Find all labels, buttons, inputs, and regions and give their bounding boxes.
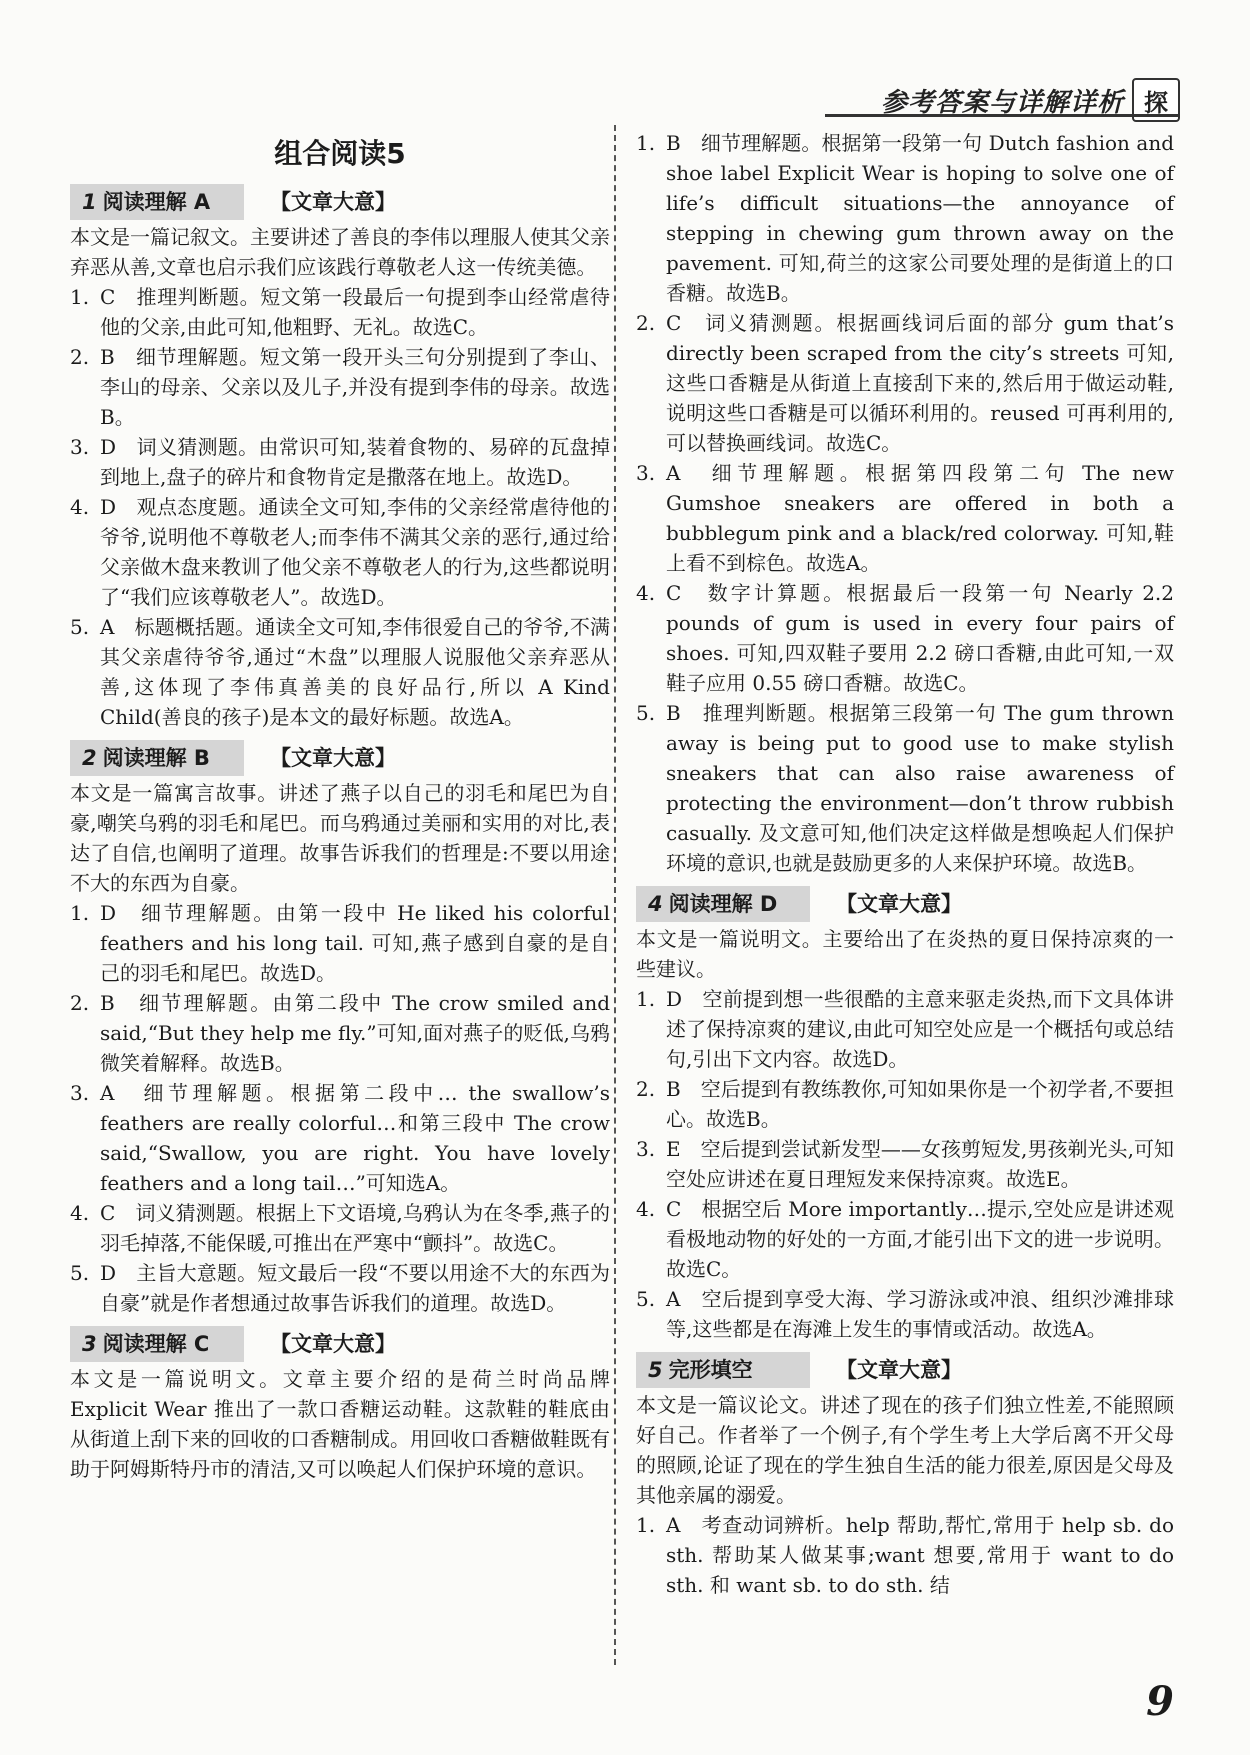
answer-number: 1. bbox=[636, 987, 656, 1011]
section-number: 1 bbox=[82, 190, 97, 214]
answer-text: D 词义猜测题。由常识可知,装着食物的、易碎的瓦盘掉到地上,盘子的碎片和食物肯定是撒落在地上。故选D。 bbox=[100, 435, 610, 489]
answer-text: B 细节理解题。短文第一段开头三句分别提到了李山、李山的母亲、父亲以及儿子,并没有提到李伟的母亲。故选B。 bbox=[100, 345, 610, 429]
section-name: 阅读理解 D bbox=[668, 892, 778, 916]
answer-item bbox=[70, 342, 610, 432]
header-rule bbox=[825, 114, 1180, 117]
page-title: 组合阅读5 bbox=[274, 137, 406, 170]
answer-text: B 细节理解题。由第二段中 The crow smiled and said,“But they help me fly.”可知,面对燕子的贬低,乌鸦微笑着解释。故选B。 bbox=[100, 991, 610, 1075]
answer-text: C 推理判断题。短文第一段最后一句提到李山经常虐待他的父亲,由此可知,他粗野、无礼。故选C。 bbox=[100, 285, 610, 339]
answer-number: 1. bbox=[70, 285, 90, 309]
answer-number: 3. bbox=[70, 1081, 90, 1105]
answer-list-b bbox=[70, 898, 610, 1318]
answer-text: A 标题概括题。通读全文可知,李伟很爱自己的爷爷,不满其父亲虐待爷爷,通过“木盘”以理服人说服他父亲弃恶从善,这体现了李伟真善美的良好品行,所以 A Kind Child(善良的孩子)是本文的最好标题。故选A。 bbox=[100, 615, 610, 729]
answer-text: D 观点态度题。通读全文可知,李伟的父亲经常虐待他的爷爷,说明他不尊敬老人;而李伟不满其父亲的恶行,通过给父亲做木盘来教训了他父亲不尊敬老人的行为,这些都说明了“我们应该尊敬老人”。故选D。 bbox=[100, 495, 610, 609]
answer-text: A 细节理解题。根据第二段中… the swallow’s feathers are really colorful…和第三段中 The crow said,“Swallow, you are right. You have lovely feathers and a long tail…”可知选A。 bbox=[100, 1081, 610, 1195]
answer-number: 4. bbox=[636, 1197, 656, 1221]
section-badge bbox=[70, 740, 244, 776]
answer-list-c bbox=[636, 128, 1174, 878]
answer-item bbox=[70, 988, 610, 1078]
answer-text: D 主旨大意题。短文最后一段“不要以用途不大的东西为自豪”就是作者想通过故事告诉我们的道理。故选D。 bbox=[100, 1261, 610, 1315]
section-number: 2 bbox=[82, 746, 97, 770]
section-badge bbox=[70, 1326, 244, 1362]
answer-item bbox=[70, 898, 610, 988]
section-header-cloze bbox=[636, 1352, 1174, 1388]
answer-number: 4. bbox=[70, 1201, 90, 1225]
section-header-reading-c bbox=[70, 1326, 610, 1362]
answer-item bbox=[70, 1078, 610, 1198]
answer-number: 4. bbox=[70, 495, 90, 519]
gist-text: 本文是一篇说明文。主要给出了在炎热的夏日保持凉爽的一些建议。 bbox=[636, 927, 1174, 981]
answer-number: 4. bbox=[636, 581, 656, 605]
section-name: 阅读理解 B bbox=[102, 746, 210, 770]
answer-number: 3. bbox=[70, 435, 90, 459]
right-column bbox=[636, 128, 1174, 1600]
answer-item bbox=[70, 1258, 610, 1318]
answer-text: A 空后提到享受大海、学习游泳或冲浪、组织沙滩排球等,这些都是在海滩上发生的事情或活动。故选A。 bbox=[666, 1287, 1174, 1341]
answer-item bbox=[636, 1134, 1174, 1194]
section-badge bbox=[636, 886, 810, 922]
answer-text: B 细节理解题。根据第一段第一句 Dutch fashion and shoe label Explicit Wear is hoping to solve one of life’s difficult situations—the annoyance of stepping in chewing gum thrown away on the pavement. 可知,荷兰的这家公司要处理的是街道上的口香糖。故选B。 bbox=[666, 131, 1174, 305]
answer-number: 2. bbox=[70, 345, 90, 369]
gist-text: 本文是一篇议论文。讲述了现在的孩子们独立性差,不能照顾好自己。作者举了一个例子,有个学生考上大学后离不开父母的照顾,论证了现在的学生独自生活的能力很差,原因是父母及其他亲属的溺爱。 bbox=[636, 1393, 1174, 1507]
section-badge bbox=[70, 184, 244, 220]
answer-list-a bbox=[70, 282, 610, 732]
column-divider bbox=[614, 125, 616, 1665]
answer-number: 1. bbox=[70, 901, 90, 925]
answer-number: 5. bbox=[636, 1287, 656, 1311]
answer-item bbox=[636, 1284, 1174, 1344]
answer-text: D 空前提到想一些很酷的主意来驱走炎热,而下文具体讲述了保持凉爽的建议,由此可知空处应是一个概括句或总结句,引出下文内容。故选D。 bbox=[666, 987, 1174, 1071]
answer-list-cloze bbox=[636, 1510, 1174, 1600]
answer-item bbox=[636, 308, 1174, 458]
answer-text: B 空后提到有教练教你,可知如果你是一个初学者,不要担心。故选B。 bbox=[666, 1077, 1174, 1131]
gist-label: 【文章大意】 bbox=[270, 1332, 396, 1356]
answer-item bbox=[636, 698, 1174, 878]
answer-item bbox=[70, 282, 610, 342]
answer-item bbox=[636, 1074, 1174, 1134]
answer-number: 5. bbox=[70, 615, 90, 639]
gist-text: 本文是一篇记叙文。主要讲述了善良的李伟以理服人使其父亲弃恶从善,文章也启示我们应该践行尊敬老人这一传统美德。 bbox=[70, 225, 610, 279]
answer-text: C 数字计算题。根据最后一段第一句 Nearly 2.2 pounds of gum is used in every four pairs of shoes. 可知,四双鞋子要用 2.2 磅口香糖,由此可知,一双鞋子应用 0.55 磅口香糖。故选C。 bbox=[666, 581, 1174, 695]
gist-text: 本文是一篇寓言故事。讲述了燕子以自己的羽毛和尾巴为自豪,嘲笑乌鸦的羽毛和尾巴。而乌鸦通过美丽和实用的对比,表达了自信,也阐明了道理。故事告诉我们的哲理是:不要以用途不大的东西为自豪。 bbox=[70, 781, 610, 895]
section-header-reading-a bbox=[70, 184, 610, 220]
section-name: 完形填空 bbox=[668, 1358, 753, 1382]
answer-item bbox=[636, 458, 1174, 578]
gist-label: 【文章大意】 bbox=[836, 1358, 962, 1382]
gist-label: 【文章大意】 bbox=[836, 892, 962, 916]
answer-item bbox=[636, 1510, 1174, 1600]
answer-number: 2. bbox=[70, 991, 90, 1015]
gist-text: 本文是一篇说明文。文章主要介绍的是荷兰时尚品牌 Explicit Wear 推出了一款口香糖运动鞋。这款鞋的鞋底由从街道上刮下来的回收的口香糖制成。用回收口香糖做鞋既有助于阿姆斯特丹市的清洁,又可以唤起人们保护环境的意识。 bbox=[70, 1367, 610, 1481]
answer-number: 1. bbox=[636, 131, 656, 155]
section-header-reading-b bbox=[70, 740, 610, 776]
answer-list-d bbox=[636, 984, 1174, 1344]
section-name: 阅读理解 C bbox=[102, 1332, 210, 1356]
answer-text: E 空后提到尝试新发型——女孩剪短发,男孩剃光头,可知空处应讲述在夏日理短发来保持凉爽。故选E。 bbox=[666, 1137, 1174, 1191]
section-number: 4 bbox=[648, 892, 663, 916]
answer-text: C 根据空后 More importantly…提示,空处应是讲述观看极地动物的好处的一方面,才能引出下文的进一步说明。故选C。 bbox=[666, 1197, 1174, 1281]
publisher-logo-icon: 探 bbox=[1132, 78, 1180, 122]
gist-label: 【文章大意】 bbox=[270, 746, 396, 770]
page-number: 9 bbox=[1146, 1678, 1174, 1725]
answer-text: A 考查动词辨析。help 帮助,帮忙,常用于 help sb. do sth. 帮助某人做某事;want 想要,常用于 want to do sth. 和 want sb. to do sth. 结 bbox=[666, 1513, 1174, 1597]
answer-number: 2. bbox=[636, 311, 656, 335]
answer-item bbox=[636, 1194, 1174, 1284]
answer-item bbox=[636, 128, 1174, 308]
answer-item bbox=[70, 432, 610, 492]
answer-item bbox=[70, 1198, 610, 1258]
header-title: 参考答案与详解详析 bbox=[880, 87, 1124, 118]
answer-text: D 细节理解题。由第一段中 He liked his colorful feathers and his long tail. 可知,燕子感到自豪的是自己的羽毛和尾巴。故选D。 bbox=[100, 901, 610, 985]
answer-text: A 细节理解题。根据第四段第二句 The new Gumshoe sneakers are offered in both a bubblegum pink and a black/red colorway. 可知,鞋上看不到棕色。故选A。 bbox=[666, 461, 1174, 575]
answer-item bbox=[636, 578, 1174, 698]
answer-number: 3. bbox=[636, 461, 656, 485]
answer-number: 5. bbox=[70, 1261, 90, 1285]
answer-item bbox=[70, 612, 610, 732]
section-name: 阅读理解 A bbox=[102, 190, 211, 214]
answer-item bbox=[70, 492, 610, 612]
gist-label: 【文章大意】 bbox=[270, 190, 396, 214]
answer-number: 1. bbox=[636, 1513, 656, 1537]
section-number: 5 bbox=[648, 1358, 663, 1382]
section-number: 3 bbox=[82, 1332, 97, 1356]
answer-number: 2. bbox=[636, 1077, 656, 1101]
answer-text: C 词义猜测题。根据画线词后面的部分 gum that’s directly been scraped from the city’s streets 可知,这些口香糖是从街道上直接刮下来的,然后用于做运动鞋,说明这些口香糖是可以循环利用的。reused 可再利用的,可以替换画线词。故选C。 bbox=[666, 311, 1174, 455]
answer-number: 3. bbox=[636, 1137, 656, 1161]
answer-text: C 词义猜测题。根据上下文语境,乌鸦认为在冬季,燕子的羽毛掉落,不能保暖,可推出在严寒中“颤抖”。故选C。 bbox=[100, 1201, 610, 1255]
answer-text: B 推理判断题。根据第三段第一句 The gum thrown away is being put to good use to make stylish sneakers that can also raise awareness of protecting the environment—don’t throw rubbish casually. 及文意可知,他们决定这样做是想唤起人们保护环境的意识,也就是鼓励更多的人来保护环境。故选B。 bbox=[666, 701, 1174, 875]
left-column bbox=[70, 128, 610, 1484]
section-header-reading-d bbox=[636, 886, 1174, 922]
answer-item bbox=[636, 984, 1174, 1074]
answer-number: 5. bbox=[636, 701, 656, 725]
section-badge bbox=[636, 1352, 810, 1388]
